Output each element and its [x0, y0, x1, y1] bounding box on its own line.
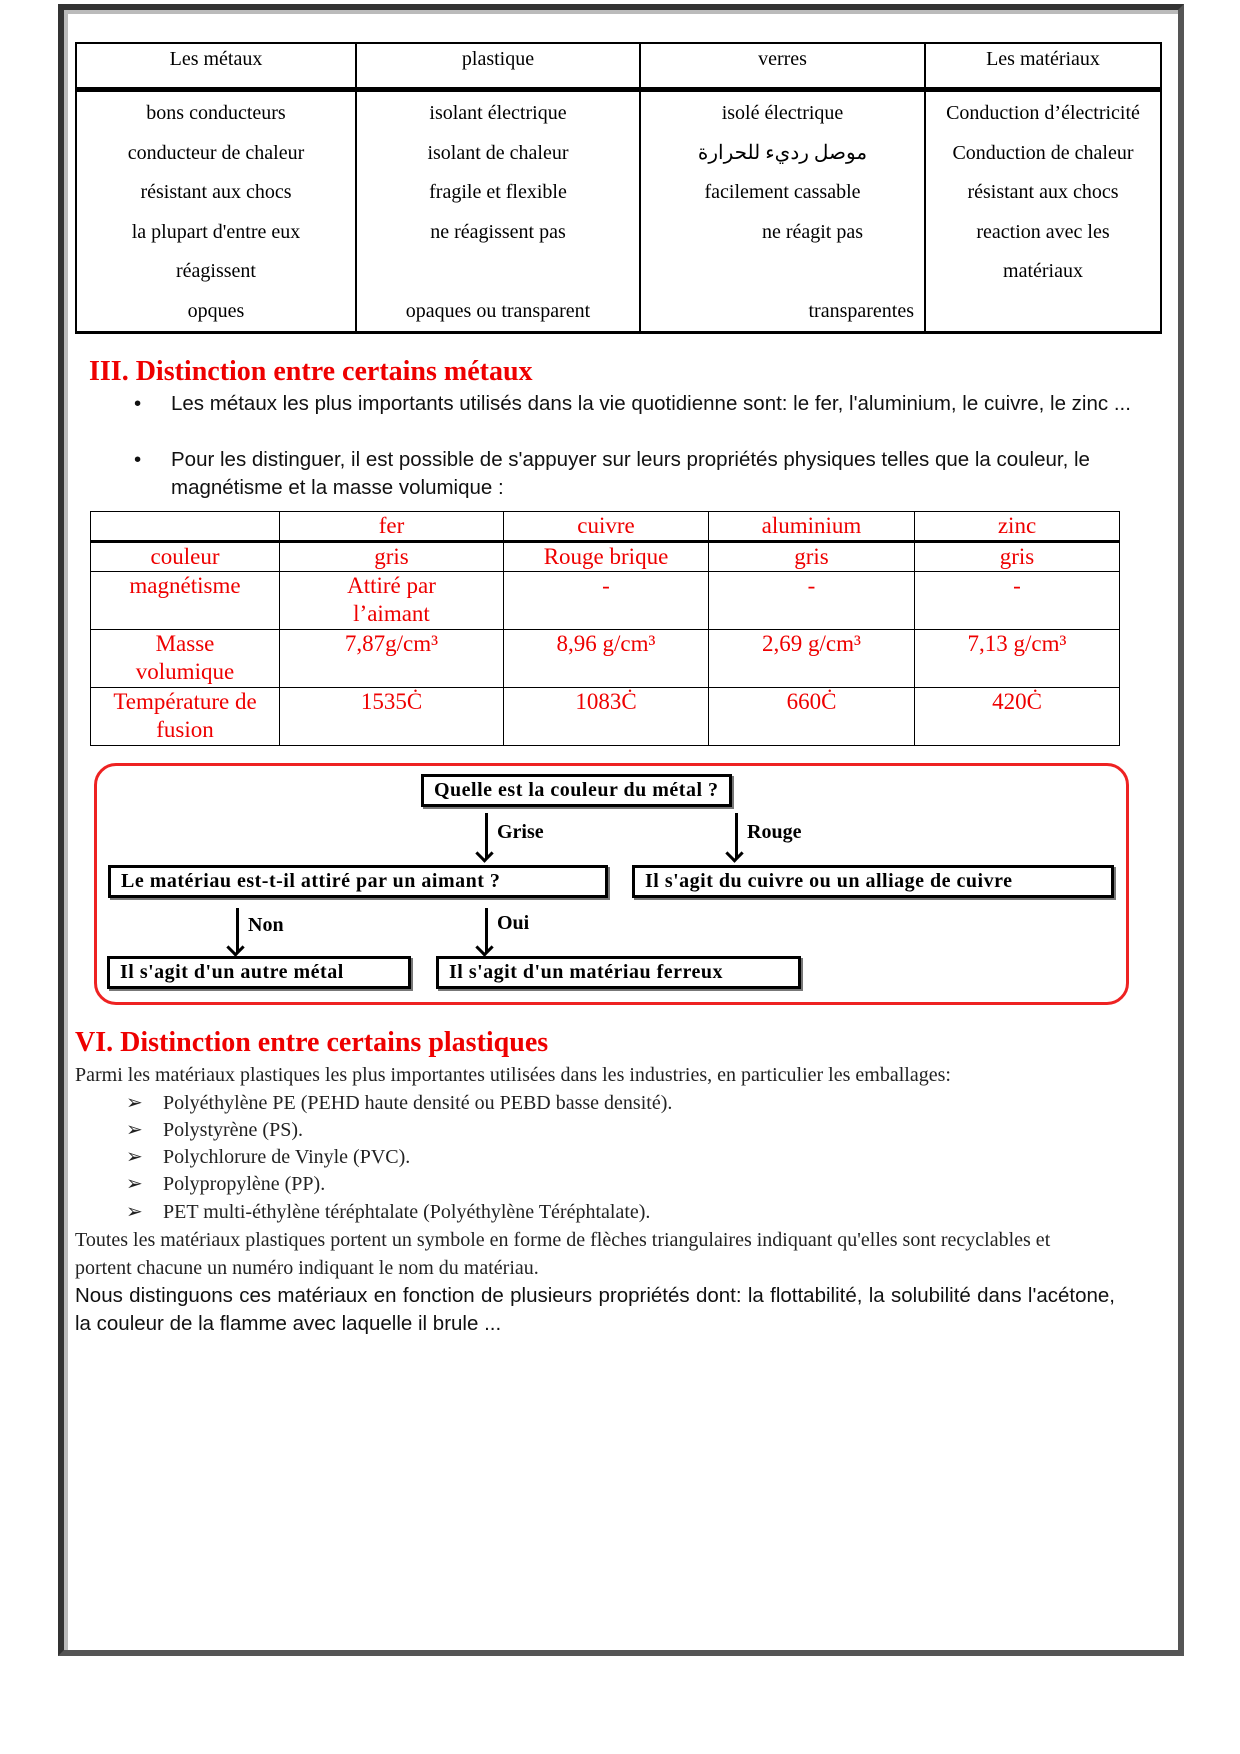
cell: 7,13 g/cm³: [915, 630, 1120, 688]
metals-cell: [76, 90, 356, 333]
cell: Attiré par l’aimant: [280, 572, 504, 630]
list-item-text: Polyéthylène PE (PEHD haute densité ou PEBD basse densité).: [163, 1092, 673, 1114]
arrowhead-bullet-icon: ➢: [126, 1201, 143, 1223]
row-label: Masse volumique: [91, 630, 280, 688]
bullet-item: [134, 446, 1159, 502]
bullet-icon: •: [134, 448, 142, 471]
copper-result-box: Il s'agit du cuivre ou un alliage de cuivre: [632, 865, 1114, 898]
cell: 7,87g/cm³: [280, 630, 504, 688]
cell-line: opaques ou transparent: [405, 299, 591, 322]
header-cuivre: cuivre: [504, 512, 709, 542]
section-3-title: III. Distinction entre certains métaux: [89, 356, 533, 387]
row-label: magnétisme: [91, 572, 280, 630]
arrowhead-bullet-icon: ➢: [126, 1146, 143, 1168]
cell-line: isolant de chaleur: [427, 141, 569, 164]
cell-line: isolant électrique: [429, 102, 567, 124]
cell-line: ne réagit pas: [761, 220, 864, 243]
list-item: [126, 1117, 303, 1142]
cell-line: résistant aux chocs: [967, 181, 1119, 203]
header-metals: Les métaux: [76, 43, 356, 90]
header-materials: Les matériaux: [925, 43, 1161, 90]
arrow-down-icon: [485, 908, 488, 952]
header-empty: [91, 512, 280, 542]
cell: gris: [280, 542, 504, 572]
cell: 660Ċ: [709, 688, 915, 746]
oui-label: Oui: [497, 912, 530, 934]
other-metal-box: Il s'agit d'un autre métal: [107, 956, 411, 989]
cell: -: [709, 572, 915, 630]
arrow-down-icon: [236, 908, 239, 952]
metal-identification-flowchart: [94, 763, 1129, 1005]
cell: -: [915, 572, 1120, 630]
cell-line: réagissent: [176, 260, 256, 282]
recycling-paragraph: Toutes les matériaux plastiques portent un symbole en forme de flèches triangulaires indiquant qu'elles sont recyclables et portent chacune un numéro indiquant le nom du matériau.: [75, 1229, 1051, 1279]
cell: gris: [709, 542, 915, 572]
grise-label: Grise: [497, 821, 544, 843]
arrowhead-bullet-icon: ➢: [126, 1092, 143, 1114]
table-row: [91, 542, 1120, 572]
cell-line: facilement cassable: [704, 181, 861, 203]
glass-cell: [640, 90, 925, 333]
header-aluminium: aluminium: [709, 512, 915, 542]
cell-line: Conduction de chaleur: [952, 141, 1134, 164]
list-item: [126, 1199, 650, 1224]
cell: 1535Ċ: [280, 688, 504, 746]
cell: 1083Ċ: [504, 688, 709, 746]
row-label: Température de fusion: [91, 688, 280, 746]
metals-properties-table: [90, 511, 1120, 746]
materials-cell: [925, 90, 1161, 333]
properties-paragraph: Nous distinguons ces matériaux en fonction de plusieurs propriétés dont: la flottabilité, la solubilité dans l'acétone, la couleur de la flamme avec laquelle il brule ...: [75, 1284, 1115, 1335]
arrow-down-icon: [485, 813, 488, 858]
list-item-text: Polypropylène (PP).: [163, 1173, 326, 1195]
row-label: couleur: [91, 542, 280, 572]
header-zinc: zinc: [915, 512, 1120, 542]
arrowhead-bullet-icon: ➢: [126, 1173, 143, 1195]
cell-line: résistant aux chocs: [140, 181, 292, 203]
bullet-text: Pour les distinguer, il est possible de s'appuyer sur leurs propriétés physiques telles que la couleur, le magnétisme et la masse volumique :: [171, 448, 1090, 499]
cell-line: ne réagissent pas: [430, 220, 566, 243]
cell-line: [357, 252, 639, 292]
cell-line: isolé électrique: [721, 102, 844, 124]
header-fer: fer: [280, 512, 504, 542]
bullet-item: [134, 390, 1159, 418]
bullet-icon: •: [134, 392, 142, 415]
table-row: [91, 688, 1120, 746]
list-item-text: Polystyrène (PS).: [163, 1119, 303, 1141]
cell: -: [504, 572, 709, 630]
cell-line: matériaux: [1003, 260, 1083, 282]
cell-line: fragile et flexible: [429, 181, 567, 203]
table-row: [91, 572, 1120, 630]
cell: 2,69 g/cm³: [709, 630, 915, 688]
rouge-label: Rouge: [747, 821, 802, 843]
intro-paragraph: Parmi les matériaux plastiques les plus importantes utilisées dans les industries, en particulier les emballages:: [75, 1064, 951, 1086]
color-question-box: Quelle est la couleur du métal ?: [421, 774, 732, 807]
cell-line: conducteur de chaleur: [127, 141, 305, 164]
cell-line: [641, 252, 924, 292]
list-item-text: PET multi-éthylène téréphtalate (Polyéthylène Téréphtalate).: [163, 1201, 651, 1223]
cell-line: reaction avec les: [976, 220, 1110, 243]
list-item: [126, 1171, 325, 1196]
cell-line: bons conducteurs: [146, 102, 286, 124]
cell-line: opques: [187, 299, 245, 322]
cell-line: موصل رديء للحرارة: [697, 141, 868, 164]
cell-line: [926, 292, 1160, 332]
bullet-text: Les métaux les plus importants utilisés dans la vie quotidienne sont: le fer, l'aluminium, le cuivre, le zinc ...: [171, 392, 1131, 415]
cell: 8,96 g/cm³: [504, 630, 709, 688]
cell-line: transparentes: [808, 299, 914, 322]
header-plastic: plastique: [356, 43, 640, 90]
ferrous-box: Il s'agit d'un matériau ferreux: [436, 956, 801, 989]
cell: gris: [915, 542, 1120, 572]
section-6-title: VI. Distinction entre certains plastiques: [75, 1027, 549, 1058]
list-item-text: Polychlorure de Vinyle (PVC).: [163, 1146, 411, 1168]
cell: Rouge brique: [504, 542, 709, 572]
non-label: Non: [248, 914, 284, 936]
header-glass: verres: [640, 43, 925, 90]
arrow-down-icon: [735, 813, 738, 858]
cell: 420Ċ: [915, 688, 1120, 746]
cell-line: la plupart d'entre eux: [131, 220, 301, 243]
plastic-cell: [356, 90, 640, 333]
materials-table: [75, 42, 1162, 334]
arrowhead-bullet-icon: ➢: [126, 1119, 143, 1141]
list-item: [126, 1144, 410, 1169]
magnet-question-box: Le matériau est-t-il attiré par un aimant ?: [108, 865, 608, 898]
table-row: [91, 630, 1120, 688]
list-item: [126, 1090, 672, 1115]
cell-line: Conduction d’électricité: [946, 102, 1140, 124]
